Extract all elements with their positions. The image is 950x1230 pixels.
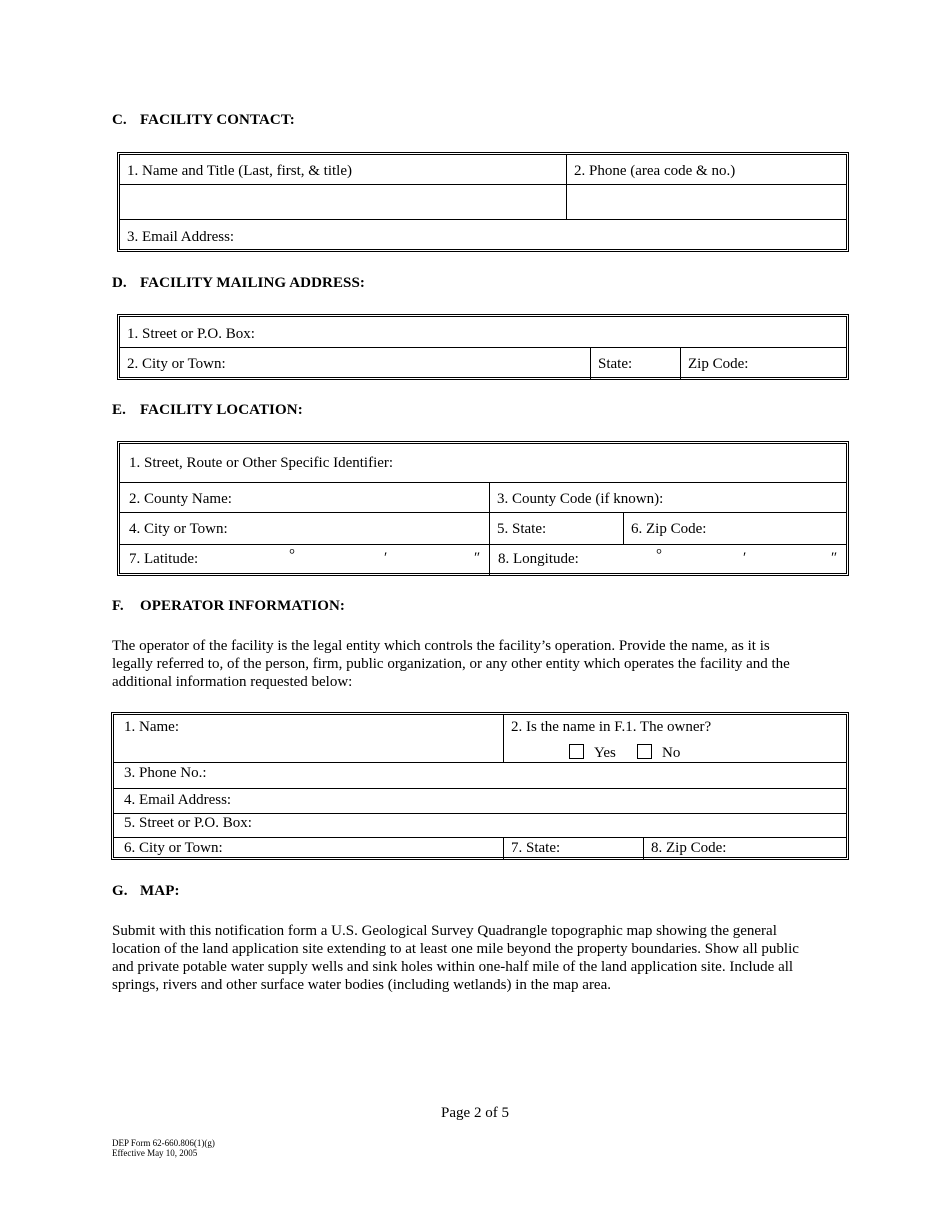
divider [120,482,846,483]
section-e-heading [112,402,303,419]
section-c-heading [112,112,295,129]
section-g-heading [112,883,180,900]
operator-information-table [111,712,849,860]
location-city-label: 4. City or Town: [129,521,228,537]
section-d-title: FACILITY MAILING ADDRESS: [140,275,366,291]
section-f-heading [112,598,345,615]
mailing-state-input[interactable] [640,350,678,376]
operator-state-label: 7. State: [511,840,561,856]
latitude-input[interactable] [205,546,485,572]
owner-question-label: 2. Is the name in F.1. The owner? [511,719,712,735]
contact-name-title-label: 1. Name and Title (Last, first, & title) [127,163,352,179]
mailing-address-table [117,314,849,380]
longitude-second-symbol: ″ [831,550,838,566]
divider [120,544,846,545]
no-checkbox[interactable] [637,744,652,759]
map-description-line: and private potable water supply wells and sink holes within one-half mile of the land application site. Include all [112,959,794,975]
location-state-label: 5. State: [497,521,547,537]
mailing-zip-input[interactable] [760,350,845,376]
operator-name-input[interactable] [117,739,497,761]
page-number: Page 2 of 5 [441,1105,509,1121]
divider [120,512,846,513]
facility-location-table [117,441,849,576]
operator-email-label: 4. Email Address: [124,792,232,808]
contact-email-input[interactable] [245,223,845,249]
operator-state-input[interactable] [574,839,639,857]
section-c-letter: C. [112,112,127,128]
divider [114,788,846,789]
county-name-input[interactable] [245,485,485,511]
location-street-label: 1. Street, Route or Other Specific Identifier: [129,455,394,471]
divider [120,219,846,220]
county-code-label: 3. County Code (if known): [497,491,664,507]
mailing-state-label: State: [598,356,633,372]
operator-street-input[interactable] [264,815,844,835]
location-city-input[interactable] [240,515,485,541]
operator-description [112,637,832,691]
operator-description-line: additional information requested below: [112,674,353,690]
section-e-letter: E. [112,402,126,418]
longitude-degree-symbol: ° [656,547,662,563]
divider [114,762,846,763]
latitude-second-symbol: ″ [474,550,481,566]
section-f-letter: F. [112,598,124,614]
operator-name-label: 1. Name: [124,719,179,735]
mailing-street-label: 1. Street or P.O. Box: [127,326,255,342]
operator-phone-input[interactable] [214,764,844,786]
operator-street-label: 5. Street or P.O. Box: [124,815,252,831]
map-description-line: Submit with this notification form a U.S. Geological Survey Quadrangle topographic map showing the general [112,923,777,939]
location-zip-input[interactable] [710,515,845,541]
mailing-street-input[interactable] [270,319,845,345]
map-description-line: location of the land application site extending to at least one mile beyond the property boundaries. Show all public [112,941,799,957]
divider [120,184,846,185]
mailing-city-label: 2. City or Town: [127,356,226,372]
county-name-label: 2. County Name: [129,491,232,507]
map-description [112,922,832,994]
divider [114,813,846,814]
operator-zip-input[interactable] [734,839,844,857]
mailing-zip-label: Zip Code: [688,356,749,372]
section-d-letter: D. [112,275,127,291]
form-number: DEP Form 62-660.806(1)(g) [112,1138,215,1148]
operator-phone-label: 3. Phone No.: [124,765,207,781]
facility-contact-table [117,152,849,252]
contact-name-title-input[interactable] [122,187,562,217]
operator-email-input[interactable] [239,790,844,812]
contact-phone-label: 2. Phone (area code & no.) [574,163,736,179]
longitude-label: 8. Longitude: [498,551,579,567]
latitude-minute-symbol: ′ [384,550,388,566]
effective-date: Effective May 10, 2005 [112,1148,198,1158]
divider [120,347,846,348]
section-e-title: FACILITY LOCATION: [140,402,303,418]
location-zip-label: 6. Zip Code: [631,521,707,537]
section-d-heading [112,275,365,292]
section-g-letter: G. [112,883,128,899]
operator-city-input[interactable] [229,839,499,857]
yes-checkbox[interactable] [569,744,584,759]
section-c-title: FACILITY CONTACT: [140,112,295,128]
map-description-line: springs, rivers and other surface water bodies (including wetlands) in the map area. [112,977,611,993]
latitude-degree-symbol: ° [289,547,295,563]
divider [114,837,846,838]
operator-description-line: The operator of the facility is the legal entity which controls the facility’s operation. Provide the name, as it is [112,638,770,654]
latitude-label: 7. Latitude: [129,551,199,567]
mailing-city-input[interactable] [240,350,585,376]
operator-city-label: 6. City or Town: [124,840,223,856]
contact-phone-input[interactable] [570,187,846,217]
county-code-input[interactable] [680,485,845,511]
location-street-input[interactable] [410,446,845,480]
divider [566,155,567,219]
section-f-title: OPERATOR INFORMATION: [140,598,346,614]
operator-zip-label: 8. Zip Code: [651,840,727,856]
no-label: No [662,745,681,761]
operator-description-line: legally referred to, of the person, firm, public organization, or any other entity which operates the facility and the [112,656,790,672]
yes-label: Yes [594,745,616,761]
longitude-input[interactable] [585,546,845,572]
contact-email-label: 3. Email Address: [127,229,235,245]
owner-no-option[interactable] [630,744,680,762]
owner-yes-option[interactable] [562,744,616,762]
section-g-title: MAP: [140,883,180,899]
longitude-minute-symbol: ′ [743,550,747,566]
location-state-input[interactable] [560,515,620,541]
